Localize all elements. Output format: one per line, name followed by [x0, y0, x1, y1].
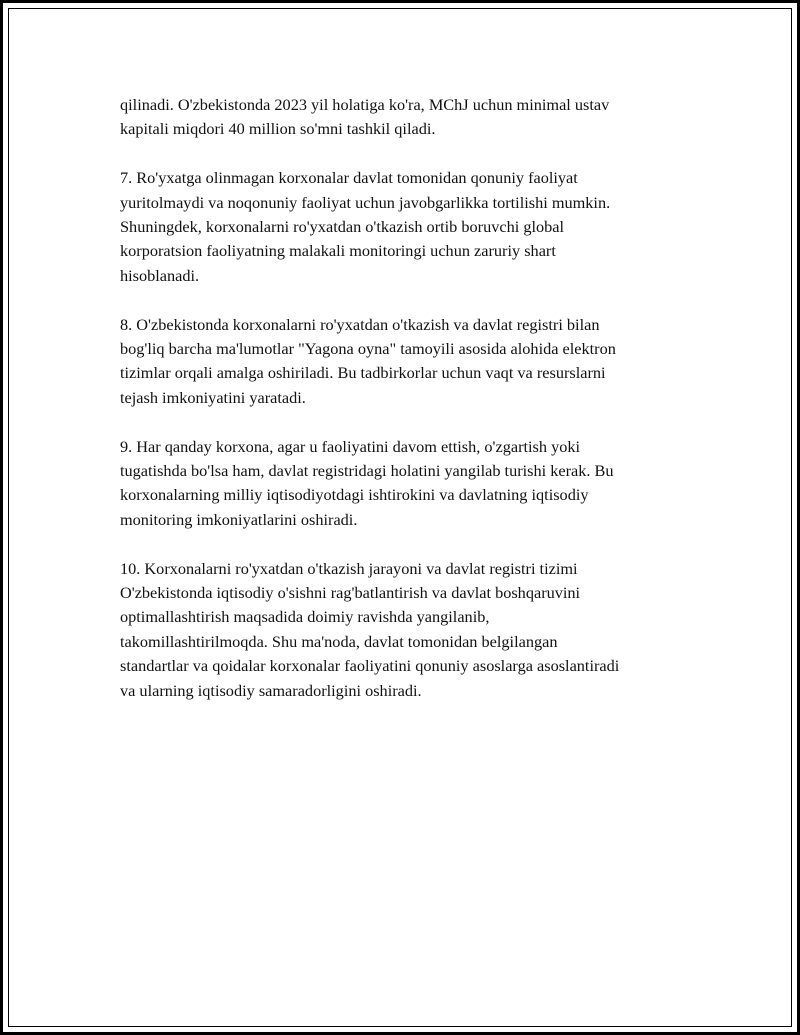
text-line: tizimlar orqali amalga oshiriladi. Bu tadbirkorlar uchun vaqt va resurslarni: [120, 363, 606, 383]
paragraph-item-8: [120, 313, 695, 411]
paragraph-continuation: [120, 93, 695, 142]
text-line: bog'liq barcha ma'lumotlar "Yagona oyna" tamoyili asosida alohida elektron: [120, 339, 616, 359]
text-line: takomillashtirilmoqda. Shu ma'noda, davlat tomonidan belgilangan: [120, 631, 558, 651]
paragraph-item-10: [120, 557, 695, 703]
text-line: O'zbekistonda iqtisodiy o'sishni rag'batlantirish va davlat boshqaruvini: [120, 583, 581, 603]
paragraph-item-9: [120, 435, 695, 533]
text-line: optimallashtirish maqsadida doimiy ravishda yangilanib,: [120, 607, 490, 627]
text-line: va ularning iqtisodiy samaradorligini oshiradi.: [120, 680, 422, 700]
text-line: 9. Har qanday korxona, agar u faoliyatini davom ettish, o'zgartish yoki: [120, 436, 581, 456]
text-line: kapitali miqdori 40 million so'mni tashkil qiladi.: [120, 119, 436, 139]
text-line: korporatsion faoliyatning malakali monitoringi uchun zaruriy shart: [120, 241, 556, 261]
text-line: 10. Korxonalarni ro'yxatdan o'tkazish jarayoni va davlat registri tizimi: [120, 558, 578, 578]
paragraph-item-7: [120, 166, 695, 288]
document-body: [120, 93, 695, 727]
text-line: tugatishda bo'lsa ham, davlat registridagi holatini yangilab turishi kerak. Bu: [120, 461, 614, 481]
text-line: hisoblanadi.: [120, 265, 200, 285]
text-line: yuritolmaydi va noqonuniy faoliyat uchun javobgarlikka tortilishi mumkin.: [120, 192, 611, 212]
text-line: 7. Ro'yxatga olinmagan korxonalar davlat tomonidan qonuniy faoliyat: [120, 168, 578, 188]
text-line: korxonalarning milliy iqtisodiyotdagi ishtirokini va davlatning iqtisodiy: [120, 485, 589, 505]
text-line: 8. O'zbekistonda korxonalarni ro'yxatdan o'tkazish va davlat registri bilan: [120, 314, 600, 334]
text-line: standartlar va qoidalar korxonalar faoliyatini qonuniy asoslarga asoslantiradi: [120, 656, 620, 676]
text-line: monitoring imkoniyatlarini oshiradi.: [120, 509, 358, 529]
text-line: Shuningdek, korxonalarni ro'yxatdan o'tkazish ortib boruvchi global: [120, 217, 565, 237]
text-line: qilinadi. O'zbekistonda 2023 yil holatiga ko'ra, MChJ uchun minimal ustav: [120, 95, 610, 114]
text-line: tejash imkoniyatini yaratadi.: [120, 387, 306, 407]
